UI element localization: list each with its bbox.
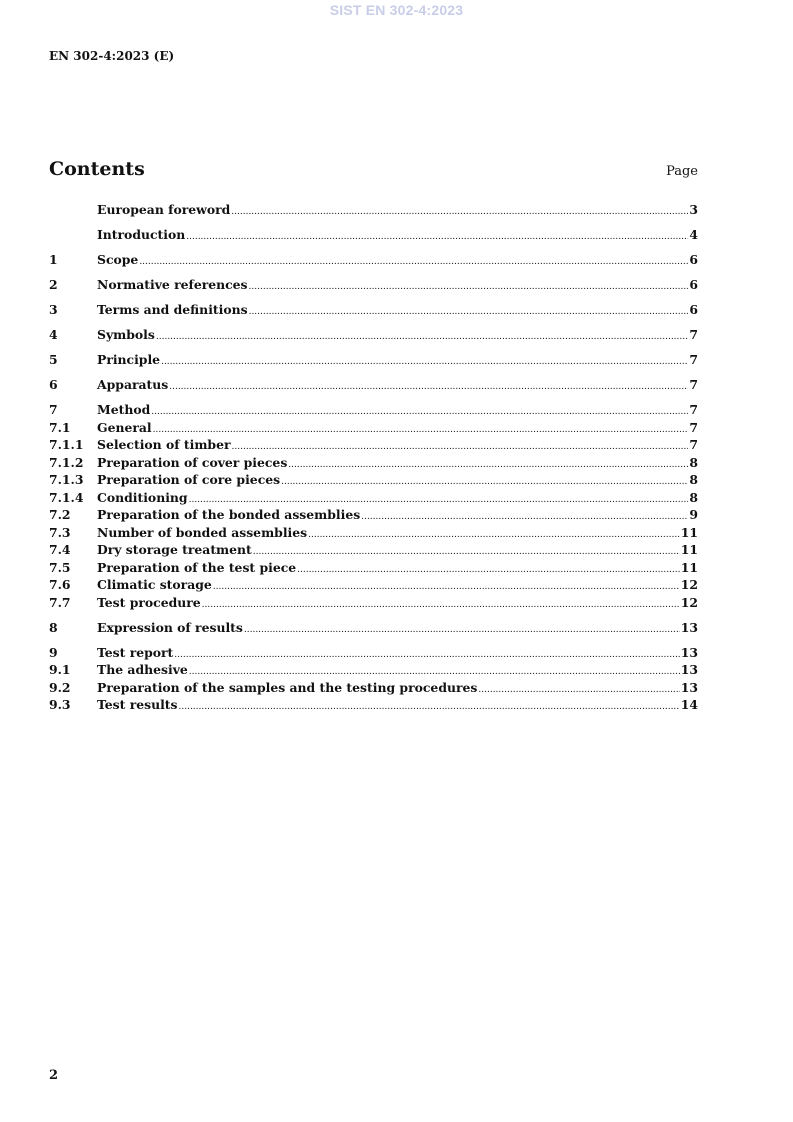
dot-leader: [179, 699, 680, 717]
toc-entry-title: Preparation of the test piece: [97, 559, 297, 575]
toc-entry[interactable]: [49, 679, 698, 697]
dot-leader: [161, 354, 688, 372]
toc-entry-number: 5: [49, 352, 58, 367]
toc-entry-title: Principle: [97, 352, 161, 367]
toc-entry[interactable]: [49, 541, 698, 559]
dot-leader: [186, 229, 688, 247]
dot-leader: [244, 622, 680, 640]
toc-entry-page: 7: [689, 352, 698, 367]
toc-entry-title: Normative references: [97, 277, 248, 292]
toc-entry[interactable]: [49, 251, 698, 269]
toc-entry-title: Preparation of the bonded assemblies: [97, 507, 361, 522]
toc-entry-title: Conditioning: [97, 489, 188, 505]
toc-entry-title: Preparation of the samples and the testing procedures: [97, 679, 478, 695]
toc-entry-page: 7: [689, 402, 698, 417]
document-id: EN 302-4:2023 (E): [49, 49, 175, 63]
toc-entry-page: 14: [680, 697, 698, 712]
dot-leader: [213, 579, 680, 597]
toc-entry-number: 7.2: [49, 507, 71, 522]
toc-entry-page: 13: [680, 644, 698, 660]
toc-entry-number: 9.1: [49, 662, 71, 677]
toc-entry-title: Climatic storage: [97, 577, 212, 592]
toc-entry-number: 7.5: [49, 559, 71, 575]
table-of-contents: [49, 201, 698, 714]
dot-leader: [281, 474, 688, 492]
toc-entry[interactable]: [49, 301, 698, 319]
toc-entry-page: 6: [689, 302, 698, 317]
page-number: 2: [49, 1068, 59, 1083]
dot-leader: [308, 527, 680, 545]
toc-entry[interactable]: [49, 471, 698, 489]
contents-title: Contents: [49, 158, 145, 180]
toc-entry-number: 7.6: [49, 577, 71, 592]
toc-entry-title: Scope: [97, 252, 139, 267]
toc-entry-title: Apparatus: [97, 377, 169, 392]
toc-entry-title: Test results: [97, 697, 178, 712]
toc-entry-title: Test procedure: [97, 594, 201, 610]
dot-leader: [174, 647, 679, 665]
toc-entry-number: 7.1.1: [49, 437, 84, 452]
toc-entry-number: 9.2: [49, 679, 71, 695]
toc-entry-number: 8: [49, 619, 58, 635]
toc-entry-number: 7.1.4: [49, 489, 84, 505]
toc-entry[interactable]: [49, 506, 698, 524]
dot-leader: [288, 457, 688, 475]
toc-entry[interactable]: [49, 644, 698, 662]
toc-entry[interactable]: [49, 401, 698, 419]
toc-entry-title: The adhesive: [97, 662, 188, 677]
toc-entry-number: 7.1: [49, 419, 71, 435]
toc-entry-title: Expression of results: [97, 619, 243, 635]
toc-entry-number: 3: [49, 302, 58, 317]
toc-entry-page: 8: [689, 489, 698, 505]
toc-entry-title: Number of bonded assemblies: [97, 524, 308, 540]
toc-entry-number: 7.4: [49, 542, 71, 557]
toc-entry-title: European foreword: [97, 202, 231, 217]
toc-entry[interactable]: [49, 576, 698, 594]
dot-leader: [361, 509, 688, 527]
dot-leader: [169, 379, 688, 397]
toc-entry-page: 6: [689, 252, 698, 267]
toc-entry-page: 13: [680, 619, 698, 635]
toc-entry-title: General: [97, 419, 152, 435]
toc-entry-title: Introduction: [97, 227, 186, 242]
toc-entry-title: Terms and definitions: [97, 302, 248, 317]
toc-entry[interactable]: [49, 594, 698, 612]
toc-entry-page: 6: [689, 277, 698, 292]
dot-leader: [153, 422, 689, 440]
page-column-label: Page: [666, 164, 698, 179]
toc-entry-page: 11: [680, 559, 698, 575]
toc-entry-number: 7.7: [49, 594, 71, 610]
toc-entry-page: 11: [680, 524, 698, 540]
toc-entry-number: 2: [49, 277, 58, 292]
toc-entry[interactable]: [49, 619, 698, 637]
toc-entry[interactable]: [49, 436, 698, 454]
toc-entry[interactable]: [49, 489, 698, 507]
dot-leader: [249, 304, 689, 322]
toc-entry[interactable]: [49, 524, 698, 542]
toc-entry-number: 9: [49, 644, 58, 660]
toc-entry-page: 13: [680, 679, 698, 695]
contents-header: [49, 158, 698, 180]
toc-entry-page: 7: [689, 327, 698, 342]
toc-entry[interactable]: [49, 226, 698, 244]
toc-entry-title: Selection of timber: [97, 437, 231, 452]
toc-entry-title: Symbols: [97, 327, 155, 342]
toc-entry-number: 7.3: [49, 524, 71, 540]
toc-entry-number: 7.1.3: [49, 472, 84, 487]
dot-leader: [232, 439, 689, 457]
toc-entry-number: 1: [49, 252, 58, 267]
toc-entry-title: Method: [97, 402, 151, 417]
toc-entry-page: 8: [689, 472, 698, 487]
toc-entry-page: 3: [689, 202, 698, 217]
toc-entry-page: 13: [680, 662, 698, 677]
toc-entry[interactable]: [49, 559, 698, 577]
toc-entry-page: 7: [689, 377, 698, 392]
toc-entry[interactable]: [49, 201, 698, 219]
toc-entry[interactable]: [49, 376, 698, 394]
dot-leader: [297, 562, 680, 580]
toc-entry[interactable]: [49, 696, 698, 714]
dot-leader: [139, 254, 688, 272]
toc-entry-page: 7: [689, 437, 698, 452]
toc-entry-page: 9: [689, 507, 698, 522]
toc-entry-number: 9.3: [49, 697, 71, 712]
toc-entry[interactable]: [49, 351, 698, 369]
toc-entry-page: 12: [680, 594, 698, 610]
toc-entry-title: Dry storage treatment: [97, 542, 252, 557]
dot-leader: [253, 544, 680, 562]
toc-entry-number: 4: [49, 327, 58, 342]
dot-leader: [151, 404, 688, 422]
toc-entry-page: 11: [680, 542, 698, 557]
dot-leader: [231, 204, 688, 222]
toc-entry-page: 4: [689, 227, 698, 242]
toc-entry[interactable]: [49, 454, 698, 472]
dot-leader: [156, 329, 689, 347]
dot-leader: [202, 597, 680, 615]
toc-entry[interactable]: [49, 661, 698, 679]
toc-entry-title: Preparation of core pieces: [97, 472, 281, 487]
toc-entry[interactable]: [49, 419, 698, 437]
toc-entry-number: 6: [49, 377, 58, 392]
dot-leader: [249, 279, 689, 297]
toc-entry-title: Preparation of cover pieces: [97, 454, 288, 470]
toc-entry-number: 7.1.2: [49, 454, 84, 470]
dot-leader: [478, 682, 679, 700]
toc-entry-title: Test report: [97, 644, 174, 660]
toc-entry-page: 12: [680, 577, 698, 592]
toc-entry-number: 7: [49, 402, 58, 417]
toc-entry[interactable]: [49, 276, 698, 294]
toc-entry-page: 7: [689, 419, 698, 435]
watermark: SIST EN 302-4:2023: [329, 2, 464, 18]
toc-entry[interactable]: [49, 326, 698, 344]
toc-entry-page: 8: [689, 454, 698, 470]
